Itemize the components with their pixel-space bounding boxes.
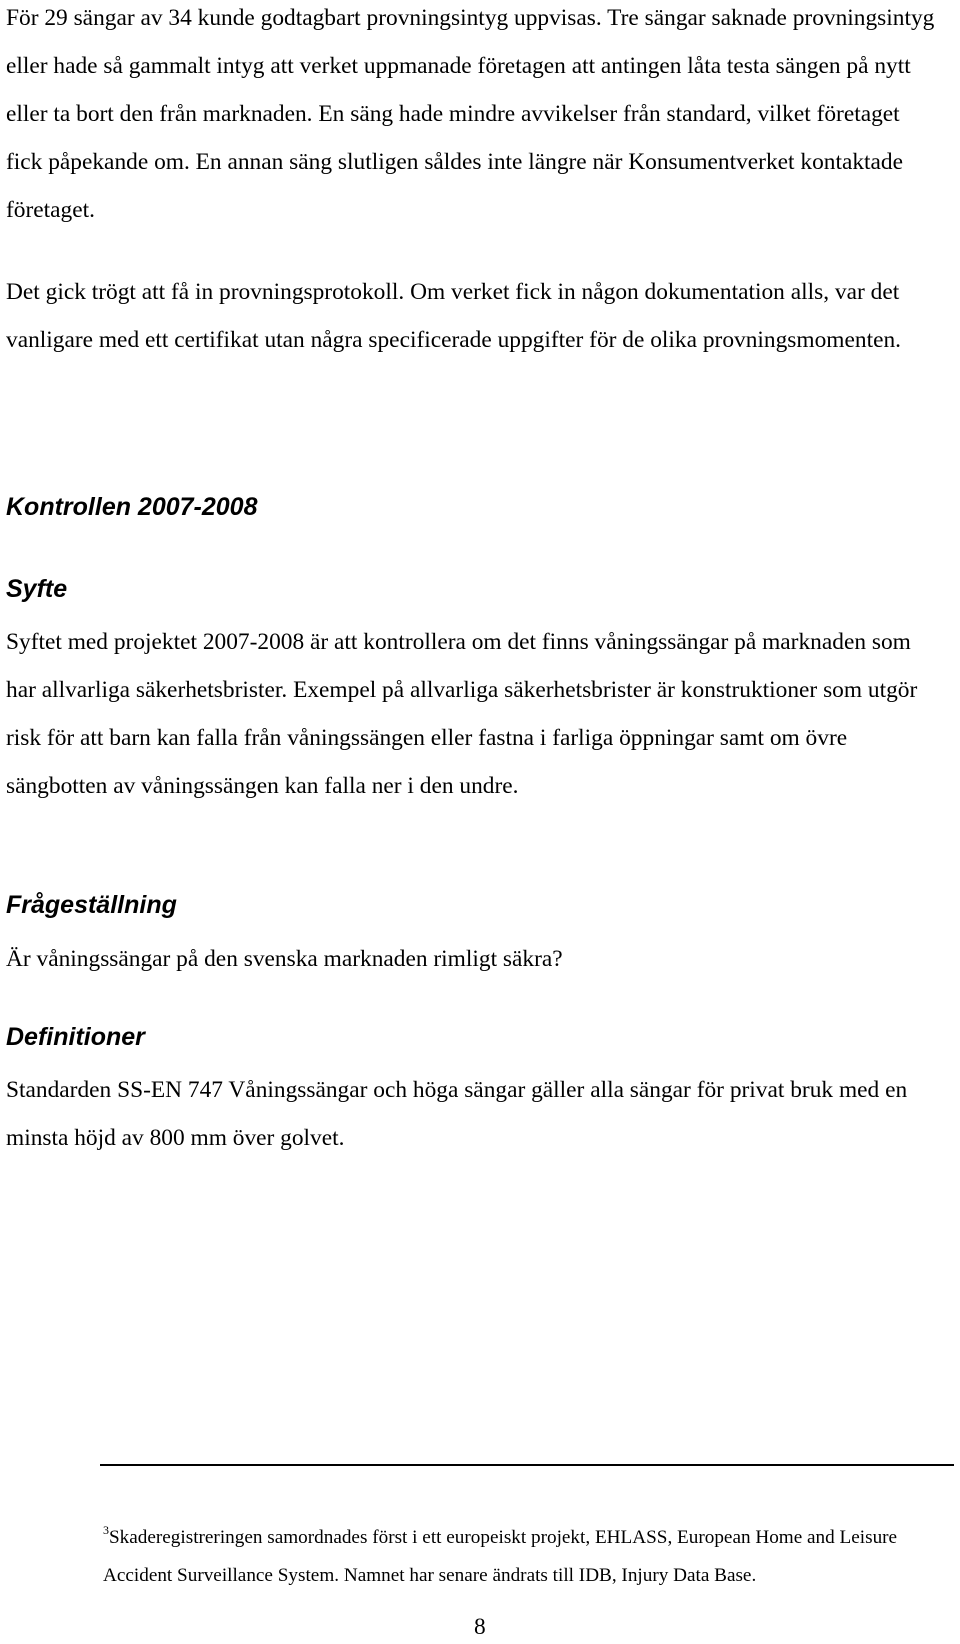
- paragraph-provningsintyg: För 29 sängar av 34 kunde godtagbart provningsintyg uppvisas. Tre sängar saknade provningsintyg eller hade så gammalt intyg att verket uppmanade företagen att antingen låta testa sängen på nytt eller ta bort den från marknaden. En säng hade mindre avvikelser från standard, vilket företaget fick påpekande om. En annan säng slutligen såldes inte längre när Konsumentverket kontaktade företaget.: [6, 5, 935, 223]
- heading-syfte: Syfte: [6, 575, 68, 603]
- paragraph-definitioner: Standarden SS-EN 747 Våningssängar och höga sängar gäller alla sängar för privat bruk med en minsta höjd av 800 mm över golvet.: [6, 1077, 908, 1151]
- heading-kontrollen: Kontrollen 2007-2008: [6, 493, 258, 521]
- footnote-separator: [100, 1464, 954, 1466]
- heading-definitioner: Definitioner: [6, 1023, 145, 1051]
- footnote: [103, 1519, 923, 1595]
- paragraph-provningsprotokoll: Det gick trögt att få in provningsprotokoll. Om verket fick in någon dokumentation alls, var det vanligare med ett certifikat utan några specificerade uppgifter för de olika provningsmomenten.: [6, 279, 901, 353]
- footnote-marker: 3: [103, 1523, 109, 1537]
- heading-fragestallning: Frågeställning: [6, 891, 177, 919]
- footnote-text: Skaderegistreringen samordnades först i ett europeiskt projekt, EHLASS, European Home and Leisure Accident Surveillance System. Namnet har senare ändrats till IDB, Injury Data Base.: [103, 1527, 898, 1586]
- page-number: 8: [474, 1614, 486, 1640]
- paragraph-syfte: Syftet med projektet 2007-2008 är att kontrollera om det finns våningssängar på marknaden som har allvarliga säkerhetsbrister. Exempel på allvarliga säkerhetsbrister är konstruktioner som utgör risk för att barn kan falla från våningssängen eller fastna i farliga öppningar samt om övre sängbotten av våningssängen kan falla ner i den undre.: [6, 629, 918, 799]
- paragraph-fragestallning: Är våningssängar på den svenska marknaden rimligt säkra?: [6, 946, 563, 972]
